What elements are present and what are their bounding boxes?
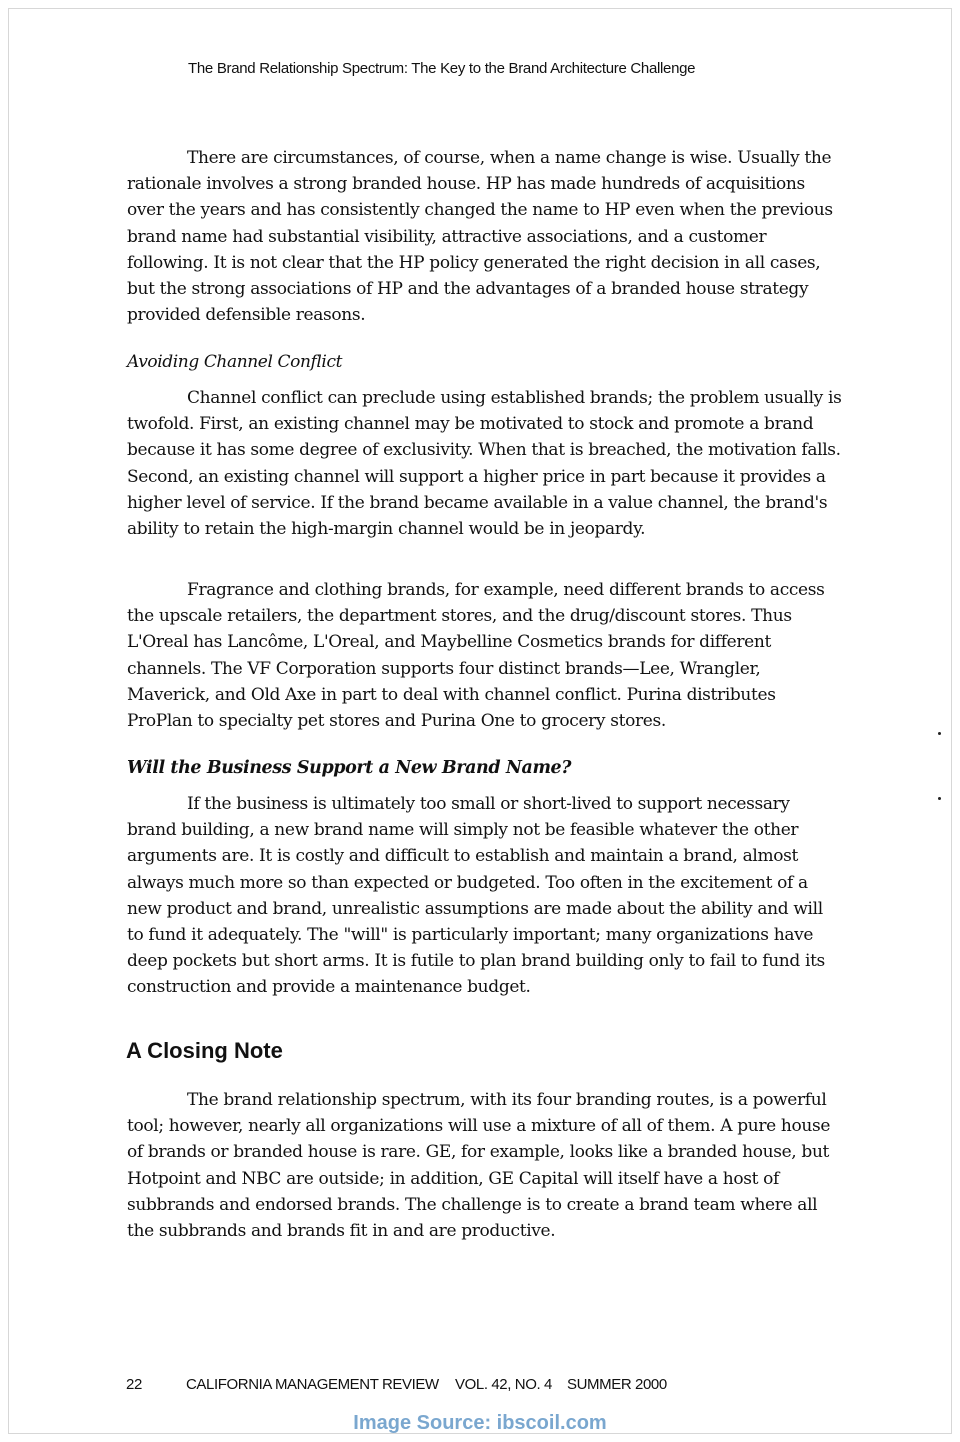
paragraph-text: There are circumstances, of course, when a name change is wise. Usually the rationale involves a strong branded house. HP has made hundreds of acquisitions over the years and has consistently changed the name to HP even when the previous brand name had substantial visibility, attractive associations, and a customer following. It is not clear that the HP policy generated the right decision in all cases, but the strong associations of HP and the advantages of a branded house strategy provided defensible reasons.: [127, 148, 833, 326]
margin-dot: [938, 732, 941, 735]
paragraph-text: Fragrance and clothing brands, for example, need different brands to access the upscale retailers, the department stores, and the drug/discount stores. Thus L'Oreal has Lancôme, L'Oreal, and Maybelline Cosmetics brands for different channels. The VF Corporation supports four distinct brands—Lee, Wrangler, Maverick, and Old Axe in part to deal with channel conflict. Purina distributes ProPlan to specialty pet stores and Purina One to grocery stores.: [127, 580, 825, 732]
paragraph-business-support: [127, 791, 843, 1001]
subheading-channel-conflict: Avoiding Channel Conflict: [127, 352, 343, 372]
footer-season: SUMMER 2000: [567, 1376, 667, 1393]
paragraph-closing-note: [127, 1087, 843, 1244]
running-head: The Brand Relationship Spectrum: The Key to the Brand Architecture Challenge: [188, 60, 696, 77]
footer-journal: CALIFORNIA MANAGEMENT REVIEW: [186, 1376, 439, 1393]
image-source-credit: Image Source: ibscoil.com: [353, 1412, 607, 1434]
paragraph-text: Channel conflict can preclude using established brands; the problem usually is twofold. First, an existing channel may be motivated to stock and promote a brand because it has some degree of exclusivity. When that is breached, the motivation falls. Second, an existing channel will support a higher price in part because it provides a higher level of service. If the brand became available in a value channel, the brand's ability to retain the high-margin channel would be in jeopardy.: [127, 388, 842, 540]
paragraph-text: The brand relationship spectrum, with its four branding routes, is a powerful tool; however, nearly all organizations will use a mixture of all of them. A pure house of brands or branded house is rare. GE, for example, looks like a branded house, but Hotpoint and NBC are outside; in addition, GE Capital will itself have a host of subbrands and endorsed brands. The challenge is to create a brand team where all the subbrands and brands fit in and are productive.: [127, 1090, 831, 1242]
section-heading-closing-note: A Closing Note: [126, 1038, 283, 1063]
subheading-business-support: Will the Business Support a New Brand Name?: [127, 758, 572, 778]
page-number: 22: [126, 1376, 142, 1393]
paragraph-text: If the business is ultimately too small or short-lived to support necessary brand building, a new brand name will simply not be feasible whatever the other arguments are. It is costly and difficult to establish and maintain a brand, almost always much more so than expected or budgeted. Too often in the excitement of a new product and brand, unrealistic assumptions are made about the ability and will to fund it adequately. The "will" is particularly important; many organizations have deep pockets but short arms. It is futile to plan brand building only to fail to fund its construction and provide a maintenance budget.: [127, 794, 825, 998]
paragraph-channel-conflict: [127, 385, 843, 542]
paragraph-name-change: [127, 145, 843, 328]
footer-volume: VOL. 42, NO. 4: [455, 1376, 552, 1393]
paragraph-fragrance-clothing: [127, 577, 843, 734]
margin-dot: [938, 797, 941, 800]
